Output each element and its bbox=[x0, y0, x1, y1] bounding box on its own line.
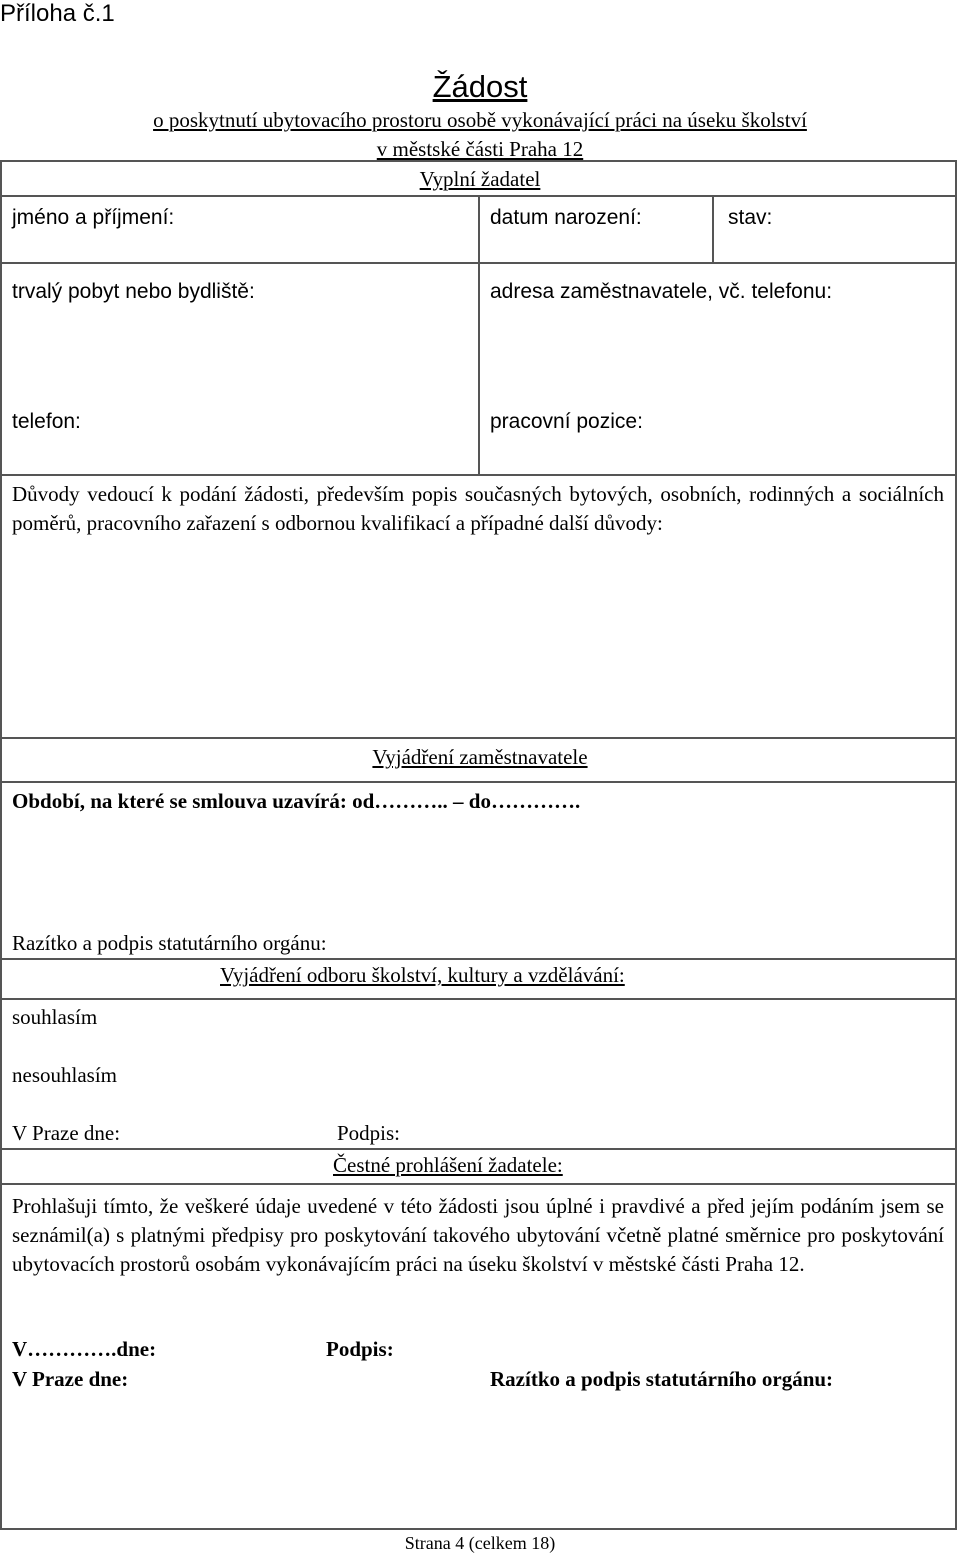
department-statement-heading: Vyjádření odboru školství, kultury a vzdělávání: bbox=[220, 963, 625, 987]
frame-left bbox=[0, 160, 2, 1530]
department-place-date: V Praze dne: bbox=[12, 1121, 121, 1145]
rule bbox=[0, 1148, 957, 1150]
reasons-field-label: Důvody vedoucí k podání žádosti, především popis současných bytových, osobních, rodinných a sociálních poměrů, pracovního zařazení s odbornou kvalifikací a případné další důvody: bbox=[12, 482, 944, 535]
rule bbox=[0, 998, 957, 1000]
marital-status-field-label: stav: bbox=[728, 206, 773, 229]
form-subtitle-district: v městské části Praha 12 bbox=[376, 137, 584, 161]
final-stamp-label: Razítko a podpis statutárního orgánu: bbox=[490, 1367, 834, 1391]
rule bbox=[0, 737, 957, 739]
declaration-heading: Čestné prohlášení žadatele: bbox=[333, 1153, 563, 1177]
phone-field-label: telefon: bbox=[12, 410, 81, 433]
rule-top bbox=[0, 160, 957, 162]
annex-label: Příloha č.1 bbox=[0, 0, 115, 27]
applicant-signature: Podpis: bbox=[326, 1337, 394, 1361]
col-divider bbox=[478, 195, 480, 474]
frame-right bbox=[955, 160, 957, 1530]
department-signature: Podpis: bbox=[337, 1121, 401, 1145]
employer-statement-heading: Vyjádření zaměstnavatele bbox=[372, 745, 588, 769]
col-divider bbox=[712, 195, 714, 262]
form-title: Žádost bbox=[432, 69, 528, 104]
filled-by-applicant: Vyplní žadatel bbox=[419, 167, 541, 191]
rule bbox=[0, 781, 957, 783]
residence-field-label: trvalý pobyt nebo bydliště: bbox=[12, 280, 255, 303]
final-place-date: V Praze dne: bbox=[12, 1367, 129, 1391]
agree-option: souhlasím bbox=[12, 1005, 98, 1029]
applicant-place-date: V………….dne: bbox=[12, 1337, 157, 1361]
disagree-option: nesouhlasím bbox=[12, 1063, 117, 1087]
rule bbox=[0, 958, 957, 960]
birth-date-field-label: datum narození: bbox=[490, 206, 642, 229]
rule bbox=[0, 474, 957, 476]
employer-stamp-label: Razítko a podpis statutárního orgánu: bbox=[12, 931, 327, 955]
rule bbox=[0, 1183, 957, 1185]
page-number: Strana 4 (celkem 18) bbox=[404, 1533, 556, 1553]
rule-bottom bbox=[0, 1528, 957, 1530]
job-position-field-label: pracovní pozice: bbox=[490, 410, 643, 433]
name-field-label: jméno a příjmení: bbox=[12, 206, 175, 229]
declaration-text: Prohlašuji tímto, že veškeré údaje uvedené v této žádosti jsou úplné i pravdivé a před jejím podáním jsem se seznámil(a) s platnými předpisy pro poskytování takového ubytování včetně platné směrnice pro poskytování ubytovacích prostorů osobám vykonávajícím práci na úseku školství v městské části Praha 12. bbox=[12, 1194, 944, 1276]
contract-period-label: Období, na které se smlouva uzavírá: od……….. – do…………. bbox=[12, 789, 581, 813]
form-subtitle: o poskytnutí ubytovacího prostoru osobě vykonávající práci na úseku školství bbox=[153, 108, 807, 132]
employer-address-field-label: adresa zaměstnavatele, vč. telefonu: bbox=[490, 280, 833, 303]
